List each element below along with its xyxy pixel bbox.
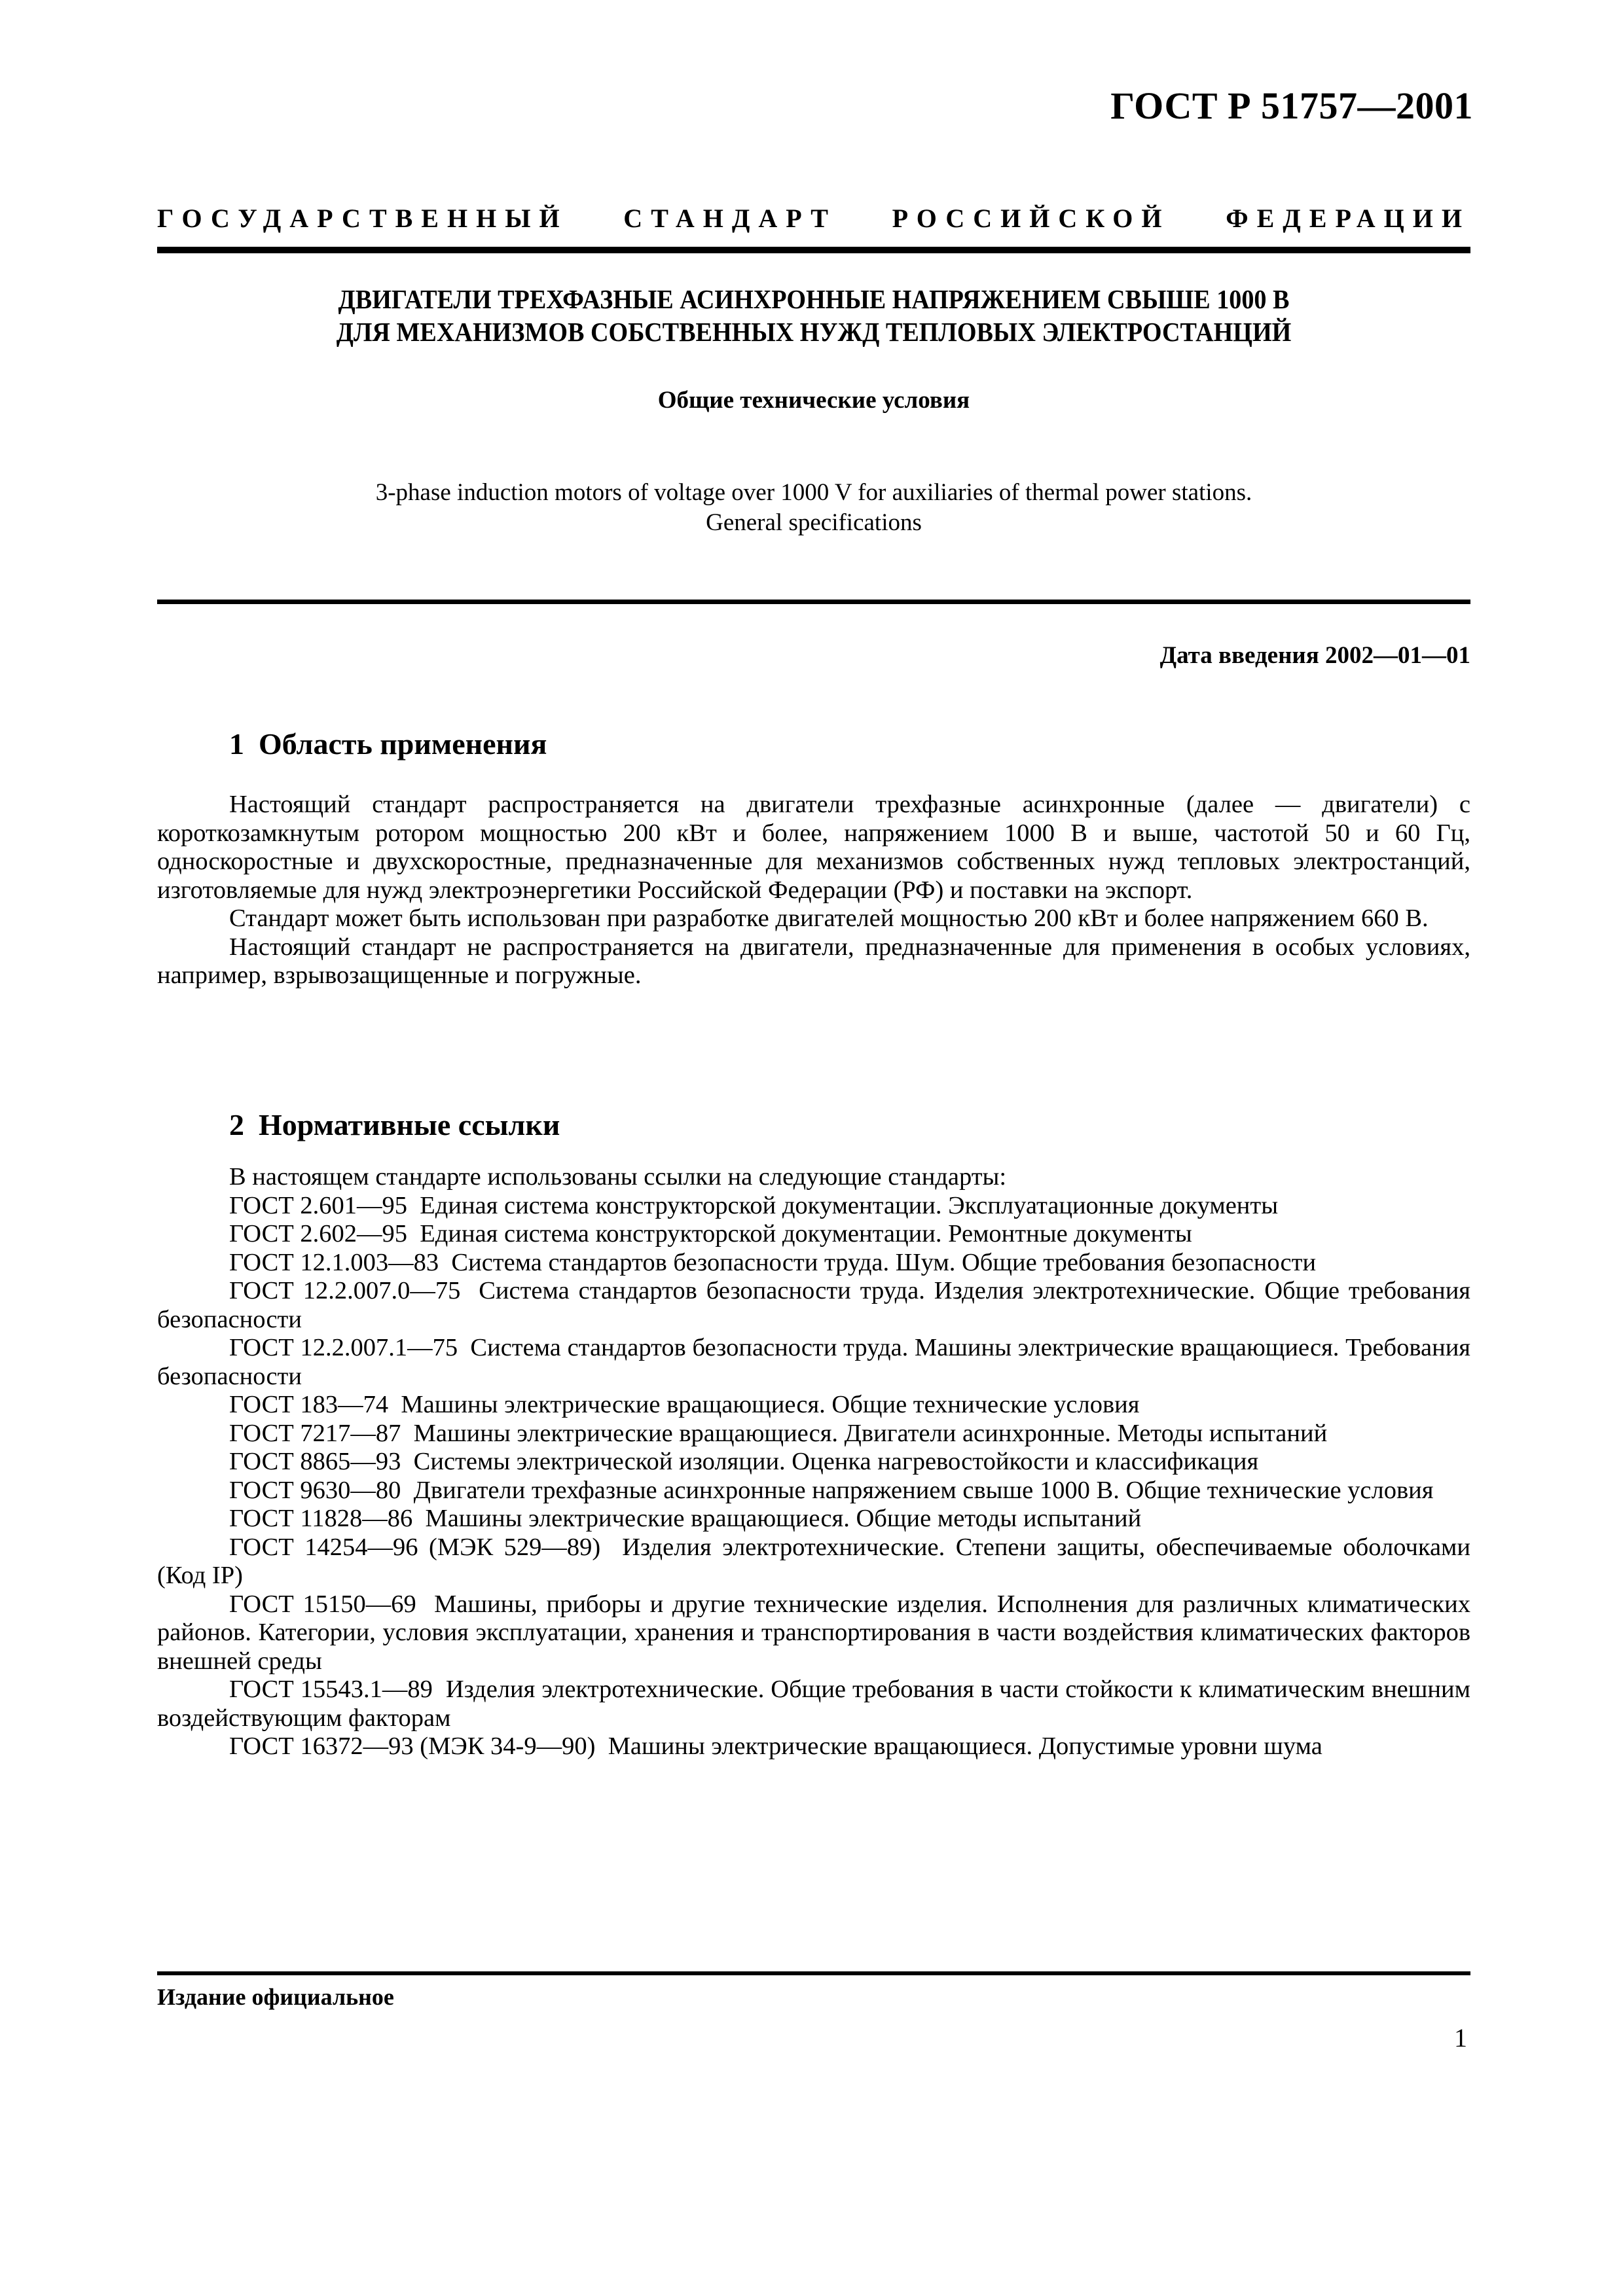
reference-title: Изделия электротехнические. Общие требования в части стойкости к климатическим внешним воздействующим факторам xyxy=(157,1676,1470,1732)
reference-item xyxy=(157,1477,1470,1505)
reference-item xyxy=(157,1334,1470,1391)
reference-title: Машины электрические вращающиеся. Допустимые уровни шума xyxy=(608,1732,1322,1760)
reference-item xyxy=(157,1448,1470,1477)
paragraph: Стандарт может быть использован при разработке двигателей мощностью 200 кВт и более напряжением 660 В. xyxy=(229,905,1429,932)
reference-title: Единая система конструкторской документации. Эксплуатационные документы xyxy=(420,1191,1279,1219)
english-title-line-1: 3-phase induction motors of voltage over 1000 V for auxiliaries of thermal power stations. xyxy=(375,479,1252,506)
section-number: 2 xyxy=(229,1108,244,1141)
section-1-body xyxy=(157,791,1470,990)
section-heading-1 xyxy=(229,726,547,761)
paragraph: Настоящий стандарт распространяется на двигатели трехфазные асинхронные (далее — двигатели) с короткозамкнутым ротором мощностью 200 кВт и более, напряжением 1000 В и выше, частотой 50 и 60 Гц, односкоростные и двухскоростные, предназначенные для механизмов собственных нужд тепловых электростанций, изготовляемые для нужд электроэнергетики Российской Федерации (РФ) и поставки на экспорт. xyxy=(157,791,1470,904)
reference-title: Машины электрические вращающиеся. Общие технические условия xyxy=(401,1391,1140,1418)
footer-rule xyxy=(157,1971,1470,1975)
document-subtitle: Общие технические условия xyxy=(657,387,970,414)
reference-code: ГОСТ 11828—86 xyxy=(229,1505,413,1532)
reference-code: ГОСТ 12.2.007.1—75 xyxy=(229,1334,458,1361)
reference-item xyxy=(157,1590,1470,1676)
section-2-body xyxy=(157,1163,1470,1761)
title-rule xyxy=(157,600,1470,604)
document-title xyxy=(203,283,1425,348)
reference-code: ГОСТ 7217—87 xyxy=(229,1419,401,1447)
official-edition-label: Издание официальное xyxy=(157,1984,394,2010)
english-title xyxy=(157,478,1470,538)
reference-title: Единая система конструкторской документации. Ремонтные документы xyxy=(420,1220,1192,1247)
document-code: ГОСТ Р 51757—2001 xyxy=(1110,84,1473,127)
title-line-1: ДВИГАТЕЛИ ТРЕХФАЗНЫЕ АСИНХРОННЫЕ НАПРЯЖЕНИЕМ СВЫШЕ 1000 В xyxy=(338,284,1290,314)
reference-title: Система стандартов безопасности труда. Изделия электротехнические. Общие требования безопасности xyxy=(157,1277,1471,1333)
reference-title: Машины электрические вращающиеся. Общие методы испытаний xyxy=(425,1505,1142,1532)
reference-title: Изделия электротехнические. Степени защиты, обеспечиваемые оболочками (Код IP) xyxy=(157,1533,1470,1589)
reference-title: Система стандартов безопасности труда. Машины электрические вращающиеся. Требования безопасности xyxy=(157,1334,1471,1390)
reference-code: ГОСТ 2.601—95 xyxy=(229,1191,408,1219)
reference-title: Машины, приборы и другие технические изделия. Исполнения для различных климатических районов. Категории, условия эксплуатации, хранения и транспортирования в части воздействия климатических факторов внешней среды xyxy=(157,1590,1470,1675)
section-title: Нормативные ссылки xyxy=(259,1108,560,1141)
reference-title: Машины электрические вращающиеся. Двигатели асинхронные. Методы испытаний xyxy=(413,1419,1328,1447)
references-intro: В настоящем стандарте использованы ссылки на следующие стандарты: xyxy=(229,1163,1007,1191)
reference-code: ГОСТ 15150—69 xyxy=(229,1590,416,1618)
reference-title: Двигатели трехфазные асинхронные напряжением свыше 1000 В. Общие технические условия xyxy=(413,1476,1434,1504)
reference-item xyxy=(157,1277,1470,1334)
title-line-2: ДЛЯ МЕХАНИЗМОВ СОБСТВЕННЫХ НУЖД ТЕПЛОВЫХ ЭЛЕКТРОСТАНЦИЙ xyxy=(336,317,1292,347)
state-standard-banner: ГОСУДАРСТВЕННЫЙ СТАНДАРТ РОССИЙСКОЙ ФЕДЕРАЦИИ xyxy=(157,204,1470,233)
introduction-date: Дата введения 2002—01—01 xyxy=(1159,642,1470,669)
reference-item xyxy=(157,1391,1470,1420)
reference-item xyxy=(157,1420,1470,1448)
reference-code: ГОСТ 12.1.003—83 xyxy=(229,1248,439,1276)
reference-item xyxy=(157,1534,1470,1590)
reference-item xyxy=(157,1220,1470,1249)
reference-code: ГОСТ 14254—96 (МЭК 529—89) xyxy=(229,1533,601,1561)
reference-item xyxy=(157,1192,1470,1221)
section-number: 1 xyxy=(229,727,244,761)
reference-item xyxy=(157,1249,1470,1278)
section-heading-2 xyxy=(229,1107,560,1142)
reference-title: Система стандартов безопасности труда. Шум. Общие требования безопасности xyxy=(451,1248,1317,1276)
reference-item xyxy=(157,1676,1470,1732)
reference-item xyxy=(157,1732,1470,1761)
reference-code: ГОСТ 183—74 xyxy=(229,1391,389,1418)
reference-code: ГОСТ 9630—80 xyxy=(229,1476,401,1504)
paragraph: Настоящий стандарт не распространяется на двигатели, предназначенные для применения в особых условиях, например, взрывозащищенные и погружные. xyxy=(157,933,1470,989)
reference-code: ГОСТ 8865—93 xyxy=(229,1448,401,1475)
reference-code: ГОСТ 15543.1—89 xyxy=(229,1676,433,1703)
reference-code: ГОСТ 12.2.007.0—75 xyxy=(229,1277,461,1304)
english-title-line-2: General specifications xyxy=(706,509,922,536)
reference-code: ГОСТ 16372—93 (МЭК 34-9—90) xyxy=(229,1732,596,1760)
section-title: Область применения xyxy=(259,727,547,761)
reference-code: ГОСТ 2.602—95 xyxy=(229,1220,408,1247)
header-rule xyxy=(157,247,1470,253)
page-number: 1 xyxy=(1454,2023,1467,2053)
reference-item xyxy=(157,1505,1470,1534)
reference-title: Системы электрической изоляции. Оценка нагревостойкости и классификация xyxy=(413,1448,1259,1475)
